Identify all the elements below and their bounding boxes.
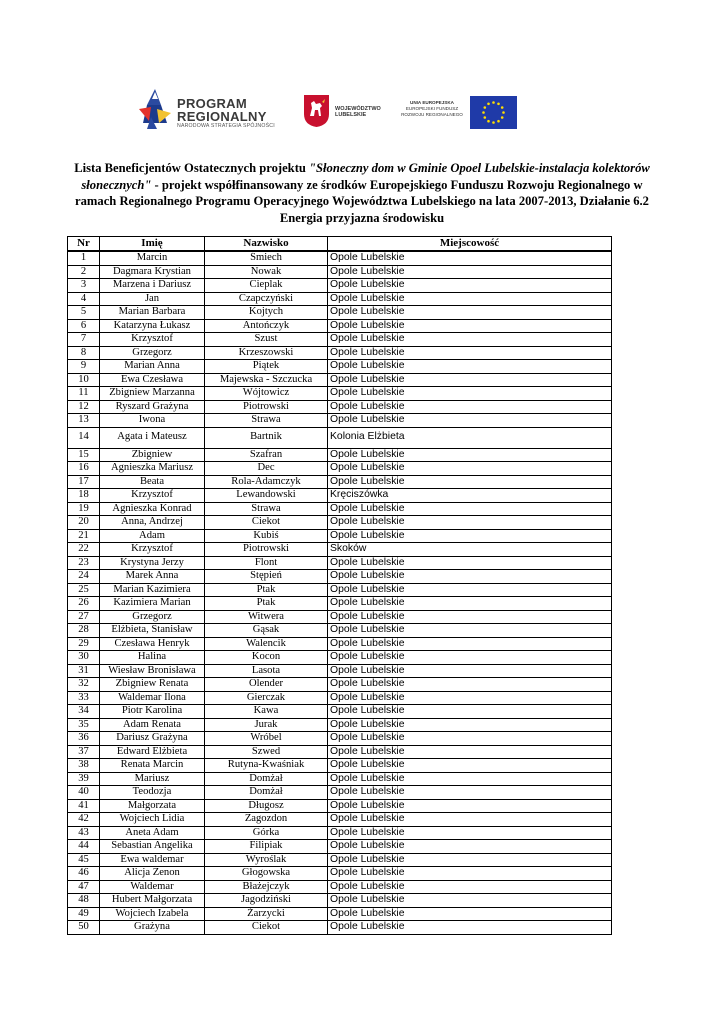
nr-cell: 8: [68, 346, 100, 360]
town-cell: Opole Lubelskie: [328, 894, 612, 908]
beneficiaries-table: [67, 236, 612, 935]
town-cell: Opole Lubelskie: [328, 637, 612, 651]
table-row: [68, 319, 612, 333]
first-name-cell: Beata: [100, 475, 205, 489]
first-name-cell: Krystyna Jerzy: [100, 556, 205, 570]
table-row: [68, 894, 612, 908]
town-cell: Opole Lubelskie: [328, 529, 612, 543]
town-cell: Opole Lubelskie: [328, 333, 612, 347]
nr-cell: 17: [68, 475, 100, 489]
first-name-cell: Marcin: [100, 251, 205, 265]
first-name-cell: Edward Elżbieta: [100, 745, 205, 759]
first-name-cell: Zbigniew Renata: [100, 678, 205, 692]
last-name-cell: Kojtych: [205, 306, 328, 320]
last-name-cell: Wróbel: [205, 732, 328, 746]
table-row: [68, 448, 612, 462]
nr-cell: 3: [68, 279, 100, 293]
table-row: [68, 759, 612, 773]
table-body: [68, 251, 612, 934]
nr-cell: 38: [68, 759, 100, 773]
title-prefix: Lista Beneficjentów Ostatecznych projektu: [74, 161, 310, 175]
table-row: [68, 867, 612, 881]
town-cell: Opole Lubelskie: [328, 516, 612, 530]
town-cell: Opole Lubelskie: [328, 265, 612, 279]
town-cell: Opole Lubelskie: [328, 306, 612, 320]
last-name-cell: Strawa: [205, 414, 328, 428]
last-name-cell: Rutyna-Kwaśniak: [205, 759, 328, 773]
program-regionalny-wordmark: [177, 98, 275, 130]
header-imie: Imię: [100, 237, 205, 252]
first-name-cell: Kazimiera Marian: [100, 597, 205, 611]
table-row: [68, 251, 612, 265]
town-cell: Skoków: [328, 543, 612, 557]
last-name-cell: Stępień: [205, 570, 328, 584]
first-name-cell: Waldemar: [100, 880, 205, 894]
last-name-cell: Majewska - Szczucka: [205, 373, 328, 387]
nr-cell: 5: [68, 306, 100, 320]
last-name-cell: Rola-Adamczyk: [205, 475, 328, 489]
last-name-cell: Głogowska: [205, 867, 328, 881]
last-name-cell: Bartnik: [205, 427, 328, 448]
nr-cell: 34: [68, 705, 100, 719]
town-cell: Opole Lubelskie: [328, 745, 612, 759]
nr-cell: 10: [68, 373, 100, 387]
table-row: [68, 556, 612, 570]
first-name-cell: Iwona: [100, 414, 205, 428]
table-row: [68, 279, 612, 293]
table-row: [68, 732, 612, 746]
program-regionalny-star-icon: [137, 87, 173, 131]
header-logos: [0, 84, 724, 144]
town-cell: Opole Lubelskie: [328, 387, 612, 401]
town-cell: Opole Lubelskie: [328, 583, 612, 597]
table-row: [68, 543, 612, 557]
nr-cell: 30: [68, 651, 100, 665]
last-name-cell: Piątek: [205, 360, 328, 374]
first-name-cell: Dagmara Krystian: [100, 265, 205, 279]
header-nazwisko: Nazwisko: [205, 237, 328, 252]
town-cell: Opole Lubelskie: [328, 556, 612, 570]
first-name-cell: Zbigniew: [100, 448, 205, 462]
last-name-cell: Kubiś: [205, 529, 328, 543]
nr-cell: 44: [68, 840, 100, 854]
table-header-row: [68, 237, 612, 252]
first-name-cell: Marzena i Dariusz: [100, 279, 205, 293]
table-row: [68, 921, 612, 935]
regionalny-label: REGIONALNY: [177, 109, 267, 124]
town-cell: Opole Lubelskie: [328, 840, 612, 854]
town-cell: Opole Lubelskie: [328, 678, 612, 692]
last-name-cell: Śmiech: [205, 251, 328, 265]
table-row: [68, 691, 612, 705]
nr-cell: 12: [68, 400, 100, 414]
nr-cell: 25: [68, 583, 100, 597]
nr-cell: 24: [68, 570, 100, 584]
nr-cell: 13: [68, 414, 100, 428]
first-name-cell: Zbigniew Marzanna: [100, 387, 205, 401]
last-name-cell: Witwera: [205, 610, 328, 624]
wojewodztwo-label: WOJEWÓDZTWO: [335, 106, 381, 112]
town-cell: Opole Lubelskie: [328, 691, 612, 705]
nr-cell: 4: [68, 292, 100, 306]
first-name-cell: Grzegorz: [100, 610, 205, 624]
header-nr: Nr: [68, 237, 100, 252]
first-name-cell: Grażyna: [100, 921, 205, 935]
nr-cell: 36: [68, 732, 100, 746]
nr-cell: 9: [68, 360, 100, 374]
last-name-cell: Gierczak: [205, 691, 328, 705]
last-name-cell: Strawa: [205, 502, 328, 516]
nr-cell: 27: [68, 610, 100, 624]
first-name-cell: Krzysztof: [100, 333, 205, 347]
town-cell: Opole Lubelskie: [328, 292, 612, 306]
last-name-cell: Dec: [205, 462, 328, 476]
first-name-cell: Aneta Adam: [100, 826, 205, 840]
town-cell: Opole Lubelskie: [328, 813, 612, 827]
title-rest: - projekt współfinansowany ze środków Europejskiego Funduszu Rozwoju Regionalnego w ramach Regionalnego Programu Operacyjnego Województwa Lubelskiego na lata 2007-2013, Działanie 6.2 Energia przyjazna środowisku: [75, 177, 649, 225]
first-name-cell: Czesława Henryk: [100, 637, 205, 651]
ue-fund-label-2: ROZWOJU REGIONALNEGO: [401, 112, 463, 117]
first-name-cell: Małgorzata: [100, 799, 205, 813]
table-row: [68, 705, 612, 719]
table-row: [68, 678, 612, 692]
ue-wordmark: [396, 100, 468, 118]
table-row: [68, 502, 612, 516]
last-name-cell: Kawa: [205, 705, 328, 719]
table-row: [68, 718, 612, 732]
wojewodztwo-logo: [303, 94, 383, 134]
nr-cell: 33: [68, 691, 100, 705]
first-name-cell: Wiesław Bronisława: [100, 664, 205, 678]
last-name-cell: Szafran: [205, 448, 328, 462]
program-regionalny-logo: [137, 84, 287, 139]
first-name-cell: Ewa Czesława: [100, 373, 205, 387]
table-row: [68, 333, 612, 347]
table-row: [68, 907, 612, 921]
first-name-cell: Katarzyna Łukasz: [100, 319, 205, 333]
table-row: [68, 637, 612, 651]
last-name-cell: Walencik: [205, 637, 328, 651]
last-name-cell: Domżał: [205, 772, 328, 786]
town-cell: Opole Lubelskie: [328, 799, 612, 813]
last-name-cell: Antończyk: [205, 319, 328, 333]
nr-cell: 28: [68, 624, 100, 638]
nr-cell: 21: [68, 529, 100, 543]
town-cell: Opole Lubelskie: [328, 597, 612, 611]
ue-fund-label: EUROPEJSKI FUNDUSZ: [405, 106, 459, 111]
last-name-cell: Cieplak: [205, 279, 328, 293]
first-name-cell: Agnieszka Mariusz: [100, 462, 205, 476]
last-name-cell: Błażejczyk: [205, 880, 328, 894]
nr-cell: 22: [68, 543, 100, 557]
first-name-cell: Dariusz Grażyna: [100, 732, 205, 746]
last-name-cell: Żarzycki: [205, 907, 328, 921]
lubelskie-crest-icon: [303, 94, 330, 128]
first-name-cell: Renata Marcin: [100, 759, 205, 773]
table-row: [68, 745, 612, 759]
last-name-cell: Flont: [205, 556, 328, 570]
town-cell: Opole Lubelskie: [328, 279, 612, 293]
table-row: [68, 624, 612, 638]
table-row: [68, 414, 612, 428]
last-name-cell: Wyroślak: [205, 853, 328, 867]
town-cell: Opole Lubelskie: [328, 867, 612, 881]
table-row: [68, 570, 612, 584]
table-row: [68, 664, 612, 678]
first-name-cell: Marian Kazimiera: [100, 583, 205, 597]
town-cell: Kręciszówka: [328, 489, 612, 503]
nr-cell: 16: [68, 462, 100, 476]
last-name-cell: Szust: [205, 333, 328, 347]
nr-cell: 45: [68, 853, 100, 867]
town-cell: Opole Lubelskie: [328, 414, 612, 428]
last-name-cell: Piotrowski: [205, 400, 328, 414]
first-name-cell: Alicja Zenon: [100, 867, 205, 881]
town-cell: Opole Lubelskie: [328, 786, 612, 800]
nr-cell: 31: [68, 664, 100, 678]
nr-cell: 43: [68, 826, 100, 840]
table-row: [68, 292, 612, 306]
table-row: [68, 772, 612, 786]
nr-cell: 19: [68, 502, 100, 516]
first-name-cell: Agata i Mateusz: [100, 427, 205, 448]
nr-cell: 40: [68, 786, 100, 800]
ue-label: UNIA EUROPEJSKA: [410, 100, 454, 105]
town-cell: Opole Lubelskie: [328, 448, 612, 462]
eu-flag-icon: [470, 96, 517, 129]
first-name-cell: Wojciech Izabela: [100, 907, 205, 921]
nr-cell: 14: [68, 427, 100, 448]
town-cell: Opole Lubelskie: [328, 921, 612, 935]
table-row: [68, 475, 612, 489]
first-name-cell: Krzysztof: [100, 543, 205, 557]
last-name-cell: Ciekot: [205, 921, 328, 935]
town-cell: Opole Lubelskie: [328, 502, 612, 516]
first-name-cell: Halina: [100, 651, 205, 665]
header-miejscowosc: Miejscowość: [328, 237, 612, 252]
town-cell: Opole Lubelskie: [328, 664, 612, 678]
table-row: [68, 462, 612, 476]
first-name-cell: Waldemar Ilona: [100, 691, 205, 705]
table-row: [68, 813, 612, 827]
nr-cell: 48: [68, 894, 100, 908]
table-row: [68, 427, 612, 448]
table-row: [68, 651, 612, 665]
table-row: [68, 265, 612, 279]
last-name-cell: Wójtowicz: [205, 387, 328, 401]
table-row: [68, 799, 612, 813]
last-name-cell: Lewandowski: [205, 489, 328, 503]
town-cell: Opole Lubelskie: [328, 570, 612, 584]
lubelskie-label: LUBELSKIE: [335, 112, 367, 118]
last-name-cell: Nowak: [205, 265, 328, 279]
nr-cell: 39: [68, 772, 100, 786]
last-name-cell: Olender: [205, 678, 328, 692]
first-name-cell: Anna, Andrzej: [100, 516, 205, 530]
table-row: [68, 826, 612, 840]
unia-europejska-logo: [396, 96, 521, 132]
town-cell: Opole Lubelskie: [328, 826, 612, 840]
town-cell: Opole Lubelskie: [328, 610, 612, 624]
town-cell: Opole Lubelskie: [328, 732, 612, 746]
last-name-cell: Filipiak: [205, 840, 328, 854]
town-cell: Opole Lubelskie: [328, 400, 612, 414]
first-name-cell: Krzysztof: [100, 489, 205, 503]
town-cell: Opole Lubelskie: [328, 373, 612, 387]
table-row: [68, 387, 612, 401]
last-name-cell: Lasota: [205, 664, 328, 678]
last-name-cell: Kocon: [205, 651, 328, 665]
first-name-cell: Jan: [100, 292, 205, 306]
first-name-cell: Adam: [100, 529, 205, 543]
nr-cell: 6: [68, 319, 100, 333]
nr-cell: 29: [68, 637, 100, 651]
town-cell: Opole Lubelskie: [328, 462, 612, 476]
table-row: [68, 373, 612, 387]
town-cell: Opole Lubelskie: [328, 346, 612, 360]
first-name-cell: Marian Barbara: [100, 306, 205, 320]
nr-cell: 15: [68, 448, 100, 462]
table-row: [68, 853, 612, 867]
town-cell: Opole Lubelskie: [328, 705, 612, 719]
nr-cell: 2: [68, 265, 100, 279]
project-name: "Słoneczny dom w Gminie Opoel Lubelskie-instalacja kolektorów słonecznych": [81, 161, 650, 192]
program-label: PROGRAM: [177, 96, 247, 111]
nr-cell: 37: [68, 745, 100, 759]
wojewodztwo-wordmark: [335, 106, 381, 118]
nr-cell: 50: [68, 921, 100, 935]
first-name-cell: Teodozja: [100, 786, 205, 800]
town-cell: Opole Lubelskie: [328, 772, 612, 786]
first-name-cell: Marian Anna: [100, 360, 205, 374]
nr-cell: 47: [68, 880, 100, 894]
first-name-cell: Agnieszka Konrad: [100, 502, 205, 516]
first-name-cell: Elżbieta, Stanisław: [100, 624, 205, 638]
nr-cell: 1: [68, 251, 100, 265]
first-name-cell: Grzegorz: [100, 346, 205, 360]
town-cell: Opole Lubelskie: [328, 880, 612, 894]
last-name-cell: Ptak: [205, 597, 328, 611]
table-row: [68, 489, 612, 503]
table-row: [68, 583, 612, 597]
first-name-cell: Hubert Małgorzata: [100, 894, 205, 908]
town-cell: Opole Lubelskie: [328, 759, 612, 773]
town-cell: Opole Lubelskie: [328, 251, 612, 265]
first-name-cell: Sebastian Angelika: [100, 840, 205, 854]
town-cell: Opole Lubelskie: [328, 475, 612, 489]
first-name-cell: Ewa waldemar: [100, 853, 205, 867]
table-row: [68, 786, 612, 800]
strategy-label: NARODOWA STRATEGIA SPÓJNOŚCI: [177, 123, 275, 129]
first-name-cell: Adam Renata: [100, 718, 205, 732]
last-name-cell: Ptak: [205, 583, 328, 597]
town-cell: Kolonia Elżbieta: [328, 427, 612, 448]
nr-cell: 18: [68, 489, 100, 503]
nr-cell: 41: [68, 799, 100, 813]
town-cell: Opole Lubelskie: [328, 718, 612, 732]
last-name-cell: Zagozdon: [205, 813, 328, 827]
first-name-cell: Piotr Karolina: [100, 705, 205, 719]
last-name-cell: Długosz: [205, 799, 328, 813]
table-row: [68, 840, 612, 854]
first-name-cell: Wojciech Lidia: [100, 813, 205, 827]
last-name-cell: Krzeszowski: [205, 346, 328, 360]
nr-cell: 46: [68, 867, 100, 881]
table-row: [68, 400, 612, 414]
table-row: [68, 516, 612, 530]
table-row: [68, 529, 612, 543]
nr-cell: 20: [68, 516, 100, 530]
first-name-cell: Marek Anna: [100, 570, 205, 584]
town-cell: Opole Lubelskie: [328, 360, 612, 374]
table-row: [68, 597, 612, 611]
town-cell: Opole Lubelskie: [328, 624, 612, 638]
last-name-cell: Jurak: [205, 718, 328, 732]
last-name-cell: Szwed: [205, 745, 328, 759]
last-name-cell: Ciekot: [205, 516, 328, 530]
last-name-cell: Domżał: [205, 786, 328, 800]
town-cell: Opole Lubelskie: [328, 651, 612, 665]
nr-cell: 32: [68, 678, 100, 692]
first-name-cell: Mariusz: [100, 772, 205, 786]
town-cell: Opole Lubelskie: [328, 853, 612, 867]
document-title: [60, 160, 664, 226]
nr-cell: 7: [68, 333, 100, 347]
table-row: [68, 306, 612, 320]
town-cell: Opole Lubelskie: [328, 319, 612, 333]
last-name-cell: Górka: [205, 826, 328, 840]
last-name-cell: Piotrowski: [205, 543, 328, 557]
table-row: [68, 610, 612, 624]
last-name-cell: Gąsak: [205, 624, 328, 638]
table-row: [68, 360, 612, 374]
nr-cell: 23: [68, 556, 100, 570]
last-name-cell: Jagodziński: [205, 894, 328, 908]
nr-cell: 11: [68, 387, 100, 401]
table-row: [68, 880, 612, 894]
nr-cell: 35: [68, 718, 100, 732]
table-row: [68, 346, 612, 360]
first-name-cell: Ryszard Grażyna: [100, 400, 205, 414]
last-name-cell: Czapczyński: [205, 292, 328, 306]
town-cell: Opole Lubelskie: [328, 907, 612, 921]
nr-cell: 42: [68, 813, 100, 827]
nr-cell: 26: [68, 597, 100, 611]
nr-cell: 49: [68, 907, 100, 921]
